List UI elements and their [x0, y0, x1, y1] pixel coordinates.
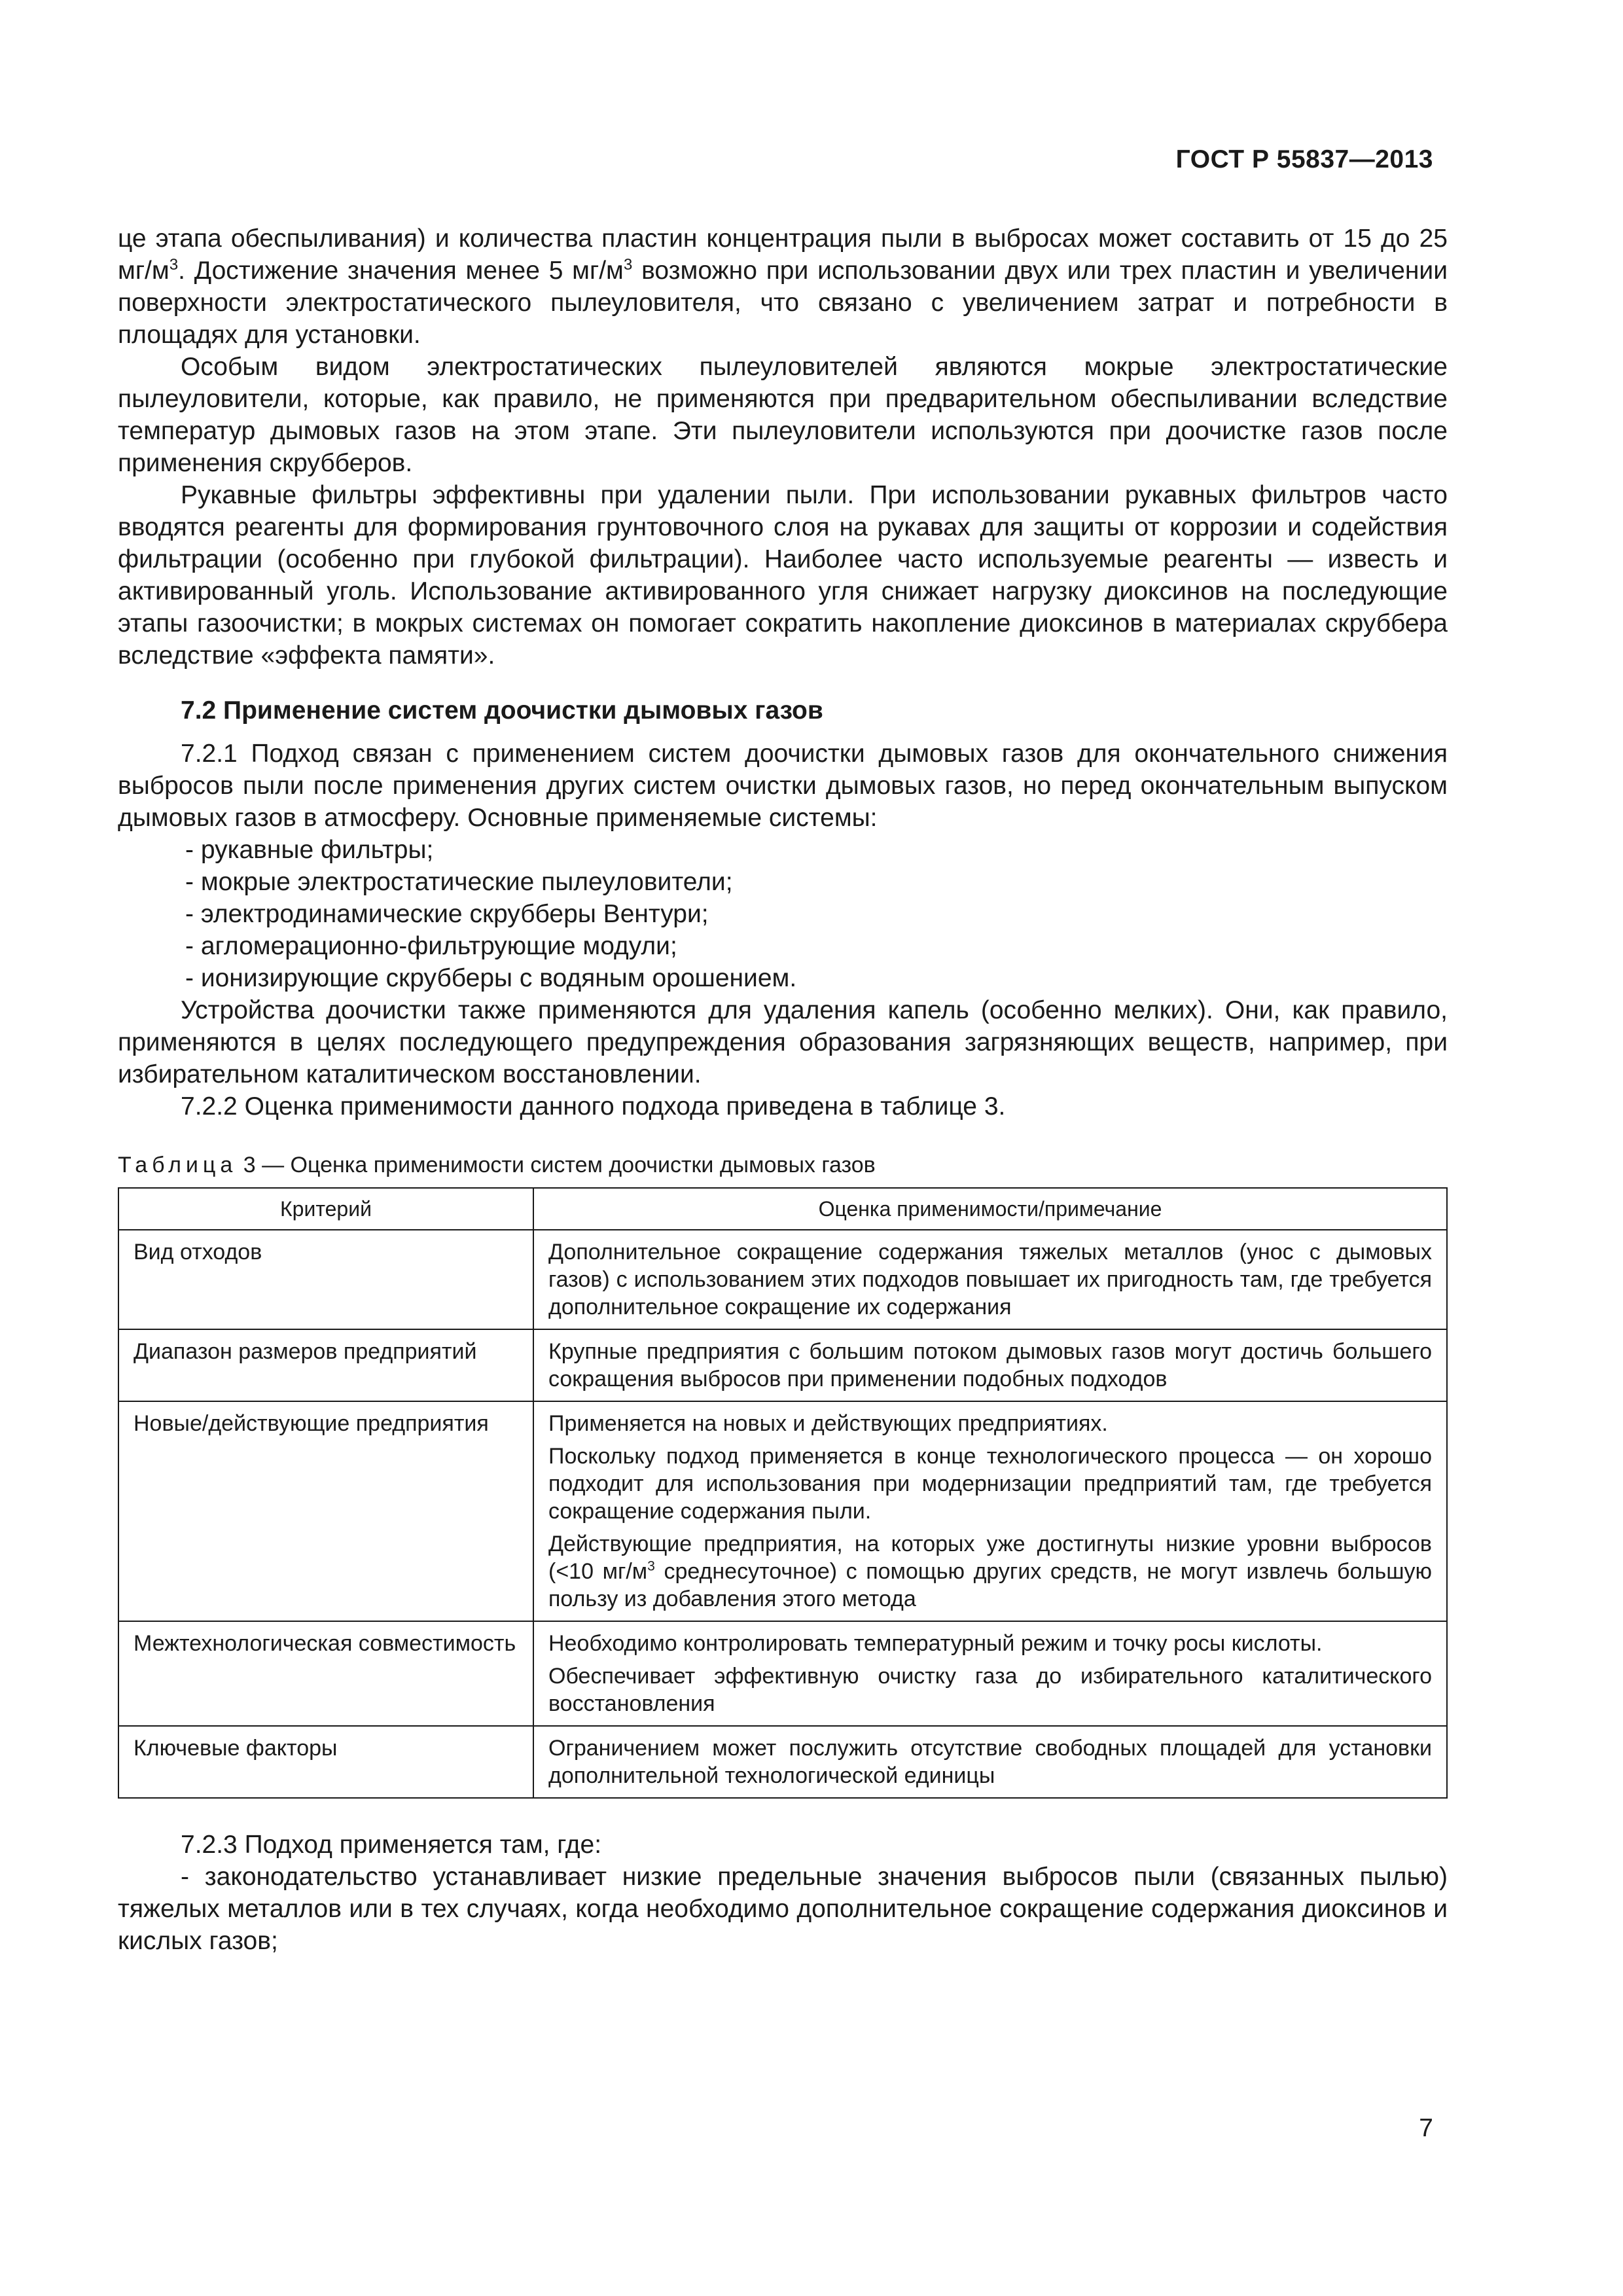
devices-paragraph: Устройства доочистки также применяются для удаления капель (особенно мелких). Они, как правило, применяются в целях последующего предупреждения образования загрязняющих веществ, например, при избирательном каталитическом восстановлении. [118, 996, 1448, 1088]
note-text: Действующие предприятия, на которых уже достигнуты низкие уровни выбросов (<10 $мг/м^3$ среднесуточное) с помощью других средств, не могут извлечь большую пользу из добавления этого метода [548, 1532, 1432, 1611]
note-text: Поскольку подход применяется в конце технологического процесса — он хорошо подходит для использования при модернизации предприятий там, где требуется сокращение содержания пыли. [548, 1444, 1432, 1524]
clause-7-2-1: 7.2.1 Подход связан с применением систем доочистки дымовых газов для окончательного снижения выбросов пыли после применения других систем очистки дымовых газов, но перед окончательным выпуском дымовых газов в атмосферу. Основные применяемые системы: [118, 740, 1448, 832]
note-text: Дополнительное сокращение содержания тяжелых металлов (унос с дымовых газов) с использованием этих подходов повышает их пригодность там, где требуется дополнительное сокращение их содержания [548, 1240, 1432, 1319]
note-text: Необходимо контролировать температурный режим и точку росы кислоты. [548, 1631, 1323, 1656]
note-text: Ограничением может послужить отсутствие свободных площадей для установки дополнительной технологической единицы [548, 1736, 1432, 1788]
intro-paragraph-2: Особым видом электростатических пылеуловителей являются мокрые электростатические пылеуловители, которые, как правило, не применяются при предварительном обеспыливании вследствие температур дымовых газов на этом этапе. Эти пылеуловители используются при доочистке газов после применения скрубберов. [118, 353, 1448, 477]
table-row [118, 1401, 1447, 1621]
table-row [118, 1329, 1447, 1401]
assessment-cell [533, 1401, 1447, 1621]
table-row [118, 1621, 1447, 1726]
table-row [118, 1726, 1447, 1798]
list-item: - рукавные фильтры; [185, 836, 434, 864]
clause-7-2-2: 7.2.2 Оценка применимости данного подхода приведена в таблице 3. [181, 1092, 1006, 1121]
page-content [118, 223, 1448, 1957]
section-heading: 7.2 Применение систем доочистки дымовых газов [181, 696, 823, 725]
systems-list [118, 834, 1448, 994]
criterion-cell: Диапазон размеров предприятий [118, 1329, 533, 1401]
intro-paragraph-3: Рукавные фильтры эффективны при удалении пыли. При использовании рукавных фильтров часто вводятся реагенты для формирования грунтовочного слоя на рукавах для защиты от коррозии и содействия фильтрации (особенно при глубокой фильтрации). Наиболее часто используемые реагенты — известь и активированный уголь. Использование активированного угля снижает нагрузку диоксинов на последующие этапы газоочистки; в мокрых системах он помогает сократить накопление диоксинов в материалах скруббера вследствие «эффекта памяти». [118, 481, 1448, 670]
column-header-assessment: Оценка применимости/примечание [533, 1188, 1447, 1230]
law-paragraph: - законодательство устанавливает низкие предельные значения выбросов пыли (связанных пылью) тяжелых металлов или в тех случаях, когда необходимо дополнительное сокращение содержания диоксинов и кислых газов; [118, 1863, 1448, 1955]
table-row [118, 1230, 1447, 1329]
list-item: - мокрые электростатические пылеуловители; [185, 868, 733, 896]
page-number: 7 [1419, 2114, 1433, 2142]
note-text: Обеспечивает эффективную очистку газа до избирательного каталитического восстановления [548, 1664, 1432, 1716]
intro-paragraph-1: це этапа обеспыливания) и количества пластин концентрация пыли в выбросах может составить от 15 до 25 $мг/м^3$. Достижение значения менее 5 $мг/м^3$ возможно при использовании двух или трех пластин и увеличении поверхности электростатического пылеуловителя, что связано с увеличением затрат и потребности в площадях для установки. [118, 224, 1448, 349]
assessment-cell [533, 1329, 1447, 1401]
list-item: - агломерационно-фильтрующие модули; [185, 932, 677, 960]
list-item: - электродинамические скрубберы Вентури; [185, 900, 709, 928]
assessment-cell [533, 1621, 1447, 1726]
criterion-cell: Межтехнологическая совместимость [118, 1621, 533, 1726]
list-item: - ионизирующие скрубберы с водяным орошением. [185, 964, 797, 992]
table-header-row [118, 1188, 1447, 1230]
criterion-cell: Новые/действующие предприятия [118, 1401, 533, 1621]
criterion-cell: Ключевые факторы [118, 1726, 533, 1798]
note-text: Крупные предприятия с большим потоком дымовых газов могут достичь большего сокращения выбросов при применении подобных подходов [548, 1339, 1432, 1391]
clause-7-2-3: 7.2.3 Подход применяется там, где: [181, 1831, 602, 1859]
column-header-criterion: Критерий [118, 1188, 533, 1230]
document-code: ГОСТ Р 55837—2013 [1175, 145, 1433, 173]
criterion-cell: Вид отходов [118, 1230, 533, 1329]
note-text: Применяется на новых и действующих предприятиях. [548, 1411, 1108, 1436]
applicability-table [118, 1187, 1448, 1799]
assessment-cell [533, 1726, 1447, 1798]
table-caption: Таблица 3 — Оценка применимости систем доочистки дымовых газов [118, 1153, 876, 1177]
assessment-cell [533, 1230, 1447, 1329]
